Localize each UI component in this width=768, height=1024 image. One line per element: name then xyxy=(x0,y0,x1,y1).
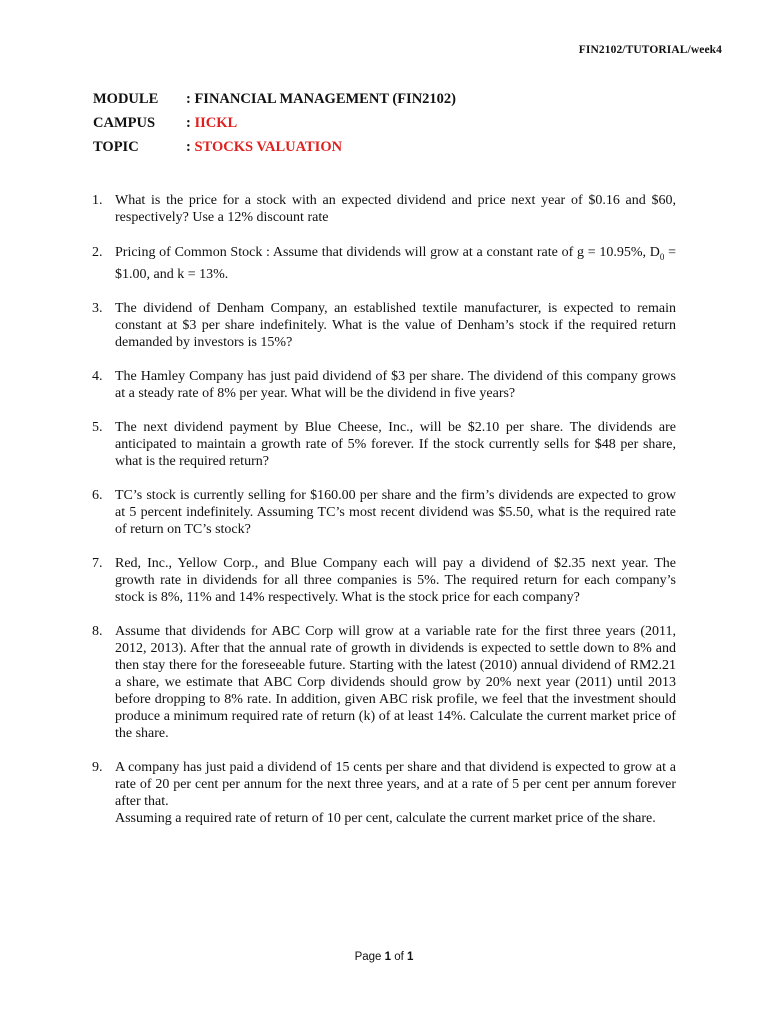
topic-label: TOPIC xyxy=(93,138,139,155)
question-text xyxy=(115,368,676,402)
campus-row xyxy=(93,111,456,135)
topic-row xyxy=(93,135,456,159)
page-word: Page xyxy=(354,951,385,963)
question-paragraph: TC’s stock is currently selling for $160.00 per share and the firm’s dividends are expected to grow at 5 percent indefinitely. Assuming TC’s most recent dividend was $5.50, what is the required rate of return on TC’s stock? xyxy=(115,487,676,537)
question-item xyxy=(92,623,676,742)
question-paragraph: What is the price for a stock with an expected dividend and price next year of $0.16 and $60, respectively? Use a 12% discount rate xyxy=(115,193,676,225)
question-item xyxy=(92,192,676,226)
question-paragraph xyxy=(115,244,676,283)
question-text-part: = $1.00, and k = 13%. xyxy=(115,245,676,282)
subscript-zero: 0 xyxy=(659,251,665,262)
campus-value: IICKL xyxy=(194,114,238,131)
question-item xyxy=(92,487,676,538)
campus-label: CAMPUS xyxy=(93,114,156,131)
question-item xyxy=(92,555,676,606)
module-label: MODULE xyxy=(93,90,159,107)
page-current: 1 xyxy=(384,951,392,963)
question-paragraph: Assume that dividends for ABC Corp will grow at a variable rate for the first three years (2011, 2012, 2013). After that the annual rate of growth in dividends is expected to settle down to 8% and then stay there for the foreseeable future. Starting with the latest (2010) annual dividend of RM2.21 a share, we estimate that ABC Corp dividends should grow by 20% next year (2011) until 2013 before dropping to 8% rate. In addition, given ABC risk profile, we feel that the investment should produce a minimum required rate of return (k) of at least 14%. Calculate the current market price of the share. xyxy=(115,623,676,741)
question-number: 4. xyxy=(92,368,103,384)
question-item xyxy=(92,300,676,351)
question-number: 6. xyxy=(92,487,103,503)
topic-value: STOCKS VALUATION xyxy=(194,138,343,155)
question-text xyxy=(115,487,676,538)
question-text xyxy=(115,419,676,470)
question-item xyxy=(92,244,676,283)
question-text xyxy=(115,244,676,283)
question-item xyxy=(92,368,676,402)
question-text xyxy=(115,300,676,351)
question-item xyxy=(92,419,676,470)
question-paragraph: Assuming a required rate of return of 10 per cent, calculate the current market price of the share. xyxy=(115,810,656,826)
question-number: 2. xyxy=(92,245,103,260)
question-number: 3. xyxy=(92,300,103,316)
question-item xyxy=(92,759,676,827)
question-list xyxy=(92,192,676,827)
topic-value-wrap xyxy=(186,139,342,156)
question-text xyxy=(115,759,676,827)
question-text xyxy=(115,555,676,606)
module-row xyxy=(93,87,456,111)
question-paragraph: The Hamley Company has just paid dividend of $3 per share. The dividend of this company grows at a steady rate of 8% per year. What will be the dividend in five years? xyxy=(115,368,676,401)
question-text-part: Pricing of Common Stock : Assume that dividends will grow at a constant rate of g = 10.95%, D xyxy=(115,245,660,260)
campus-separator: : xyxy=(186,114,195,131)
module-value: : FINANCIAL MANAGEMENT (FIN2102) xyxy=(186,90,456,107)
question-number: 9. xyxy=(92,759,103,775)
page-footer xyxy=(0,951,768,963)
question-number: 7. xyxy=(92,555,103,571)
question-text xyxy=(115,623,676,742)
of-word: of xyxy=(391,951,408,963)
question-paragraph: The dividend of Denham Company, an established textile manufacturer, is expected to remain constant at $3 per share indefinitely. What is the value of Denham’s stock if the required return demanded by investors is 15%? xyxy=(115,300,676,350)
question-text xyxy=(115,192,676,226)
question-paragraph: A company has just paid a dividend of 15 cents per share and that dividend is expected to grow at a rate of 20 per cent per annum for the next three years, and at a rate of 5 per cent per annum forever after that. xyxy=(115,759,676,809)
campus-value-wrap xyxy=(186,115,237,132)
course-meta xyxy=(93,87,456,159)
page-total: 1 xyxy=(407,951,414,963)
document-code: FIN2102/TUTORIAL/week4 xyxy=(578,44,722,56)
question-paragraph: Red, Inc., Yellow Corp., and Blue Company each will pay a dividend of $2.35 next year. The growth rate in dividends for all three companies is 5%. The required return for each company’s stock is 8%, 11% and 14% respectively. What is the stock price for each company? xyxy=(115,555,676,605)
topic-separator: : xyxy=(186,138,195,155)
question-number: 1. xyxy=(92,193,103,208)
question-number: 5. xyxy=(92,419,103,435)
question-number: 8. xyxy=(92,623,103,639)
question-paragraph: The next dividend payment by Blue Cheese, Inc., will be $2.10 per share. The dividends are anticipated to maintain a growth rate of 5% forever. If the stock currently sells for $48 per share, what is the required return? xyxy=(115,419,676,469)
